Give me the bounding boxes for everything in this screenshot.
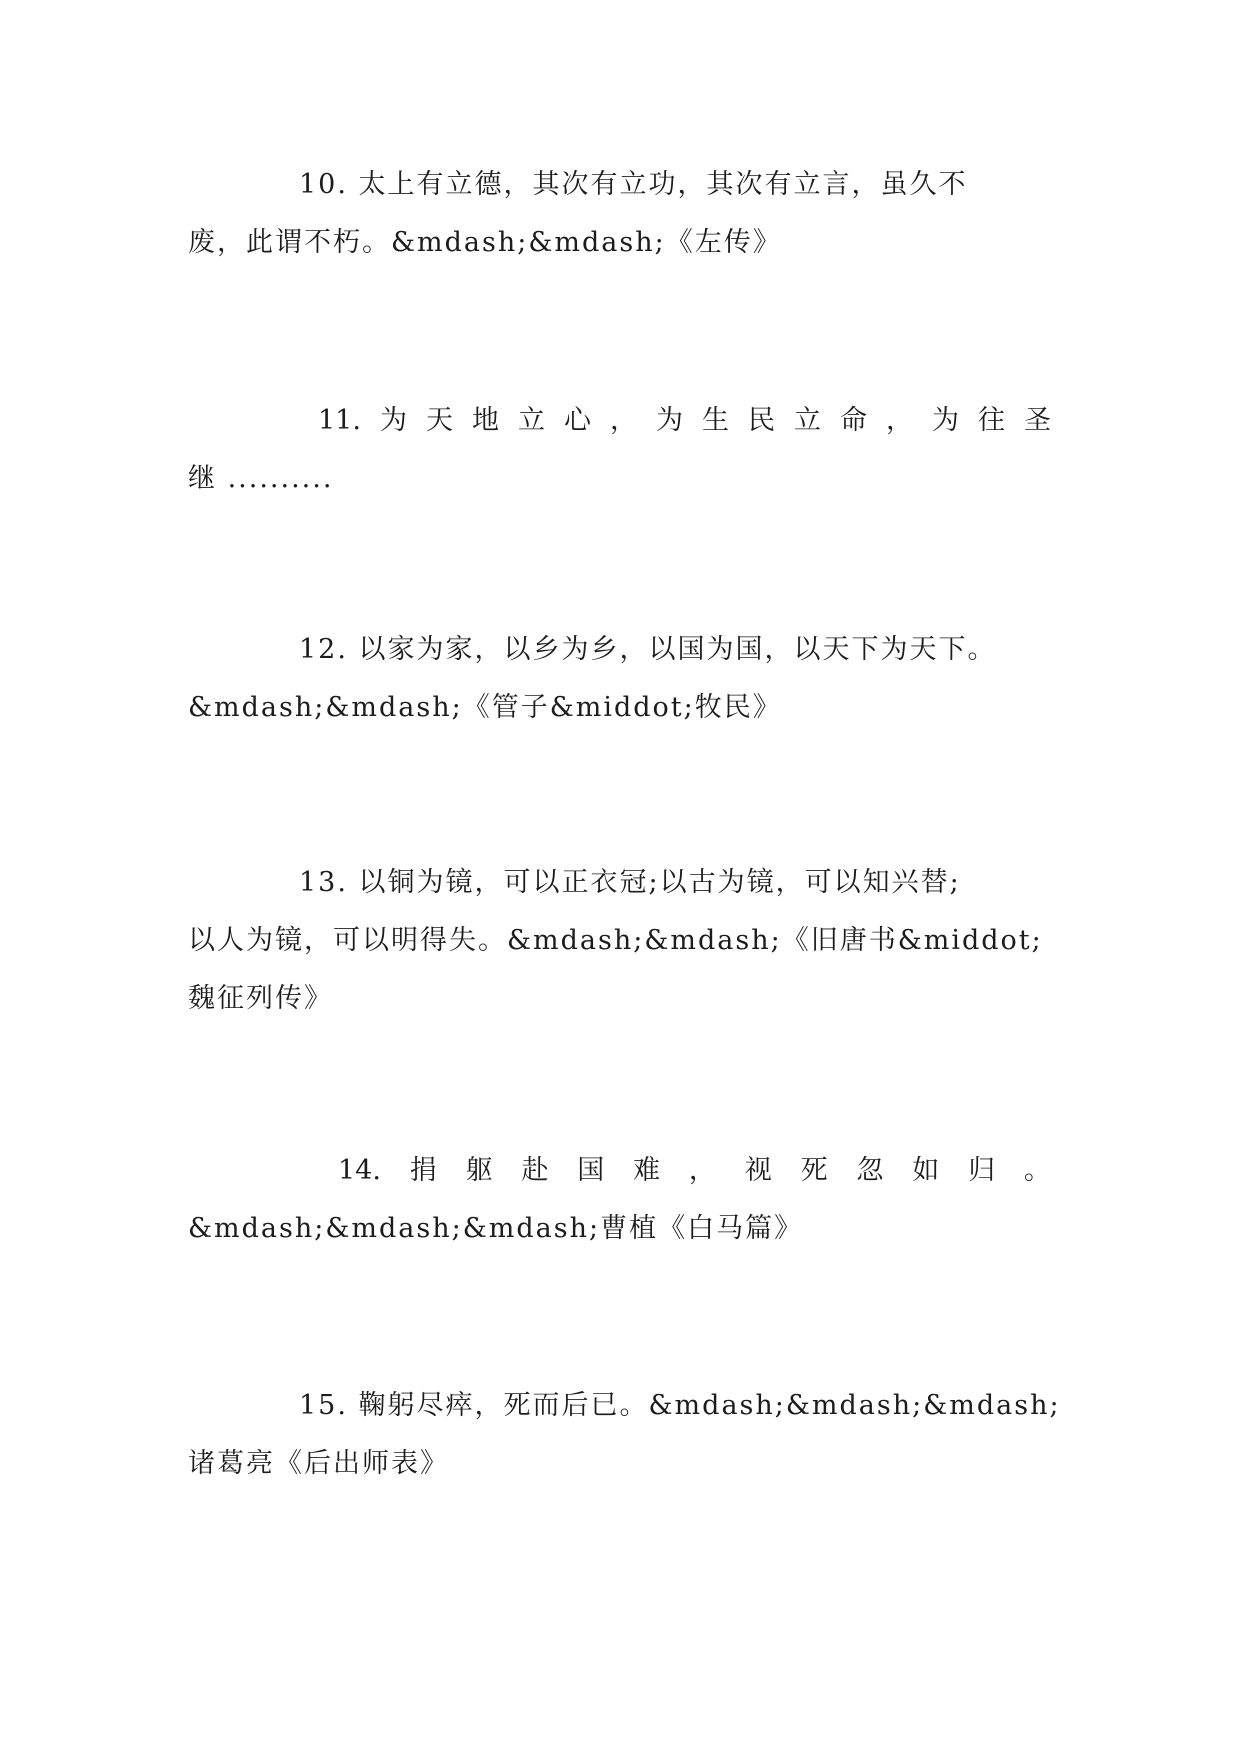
quote-glyph: 命 <box>839 405 867 436</box>
quote-line: 废，此谓不朽。&mdash;&mdash;《左传》 <box>188 227 782 258</box>
quote-glyph: 圣 <box>1023 405 1051 436</box>
quote-glyph: 为 <box>655 405 683 436</box>
quote-glyph: 地 <box>471 405 499 436</box>
quote-line: 继 .......... <box>188 463 334 494</box>
quote-line: &mdash;&mdash;&mdash;曹植《白马篇》 <box>188 1213 804 1244</box>
quote-glyph: 为 <box>379 405 407 436</box>
quote-glyph: 立 <box>793 405 821 436</box>
quote-glyph: 往 <box>977 405 1005 436</box>
quote-glyph: 归 <box>968 1155 996 1186</box>
quote-glyph: 捐 <box>409 1155 437 1186</box>
quote-glyph: 14. <box>338 1155 381 1186</box>
quote-line-justified <box>338 1157 1051 1184</box>
quote-glyph: 难 <box>633 1155 661 1186</box>
quote-line: 12. 以家为家，以乡为乡，以国为国，以天下为天下。 <box>299 634 997 665</box>
quote-glyph: ， <box>609 405 637 436</box>
quote-line: 诸葛亮《后出师表》 <box>188 1448 449 1479</box>
quote-glyph: 躯 <box>465 1155 493 1186</box>
quote-glyph: 。 <box>1023 1155 1051 1186</box>
quote-glyph: ， <box>688 1155 716 1186</box>
quote-glyph: 立 <box>517 405 545 436</box>
quote-line: 15. 鞠躬尽瘁，死而后已。&mdash;&mdash;&mdash; <box>299 1390 1061 1421</box>
quote-line: 以人为镜，可以明得失。&mdash;&mdash;《旧唐书&middot; <box>188 925 1043 956</box>
quote-glyph: 民 <box>747 405 775 436</box>
quote-line: 13. 以铜为镜，可以正衣冠;以古为镜，可以知兴替; <box>299 867 961 898</box>
quote-line-justified <box>318 407 1051 434</box>
quote-glyph: 为 <box>931 405 959 436</box>
quote-glyph: 赴 <box>521 1155 549 1186</box>
quote-glyph: 生 <box>701 405 729 436</box>
quote-glyph: ， <box>885 405 913 436</box>
quote-glyph: 11. <box>318 405 361 436</box>
quote-glyph: 国 <box>577 1155 605 1186</box>
quote-glyph: 如 <box>912 1155 940 1186</box>
quote-glyph: 忽 <box>856 1155 884 1186</box>
quote-glyph: 心 <box>563 405 591 436</box>
quote-line: 魏征列传》 <box>188 983 333 1014</box>
quote-glyph: 视 <box>744 1155 772 1186</box>
quote-glyph: 天 <box>425 405 453 436</box>
quote-line: 10. 太上有立德，其次有立功，其次有立言，虽久不 <box>299 169 968 200</box>
quote-glyph: 死 <box>800 1155 828 1186</box>
quote-line: &mdash;&mdash;《管子&middot;牧民》 <box>188 692 782 723</box>
